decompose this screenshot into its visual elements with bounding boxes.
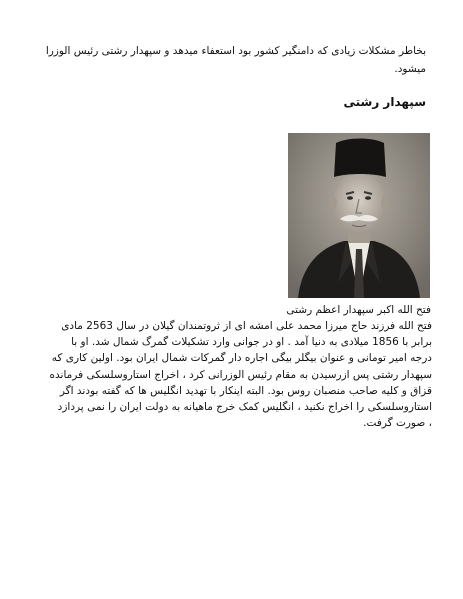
biography-line: فتح الله فرزند حاج میرزا محمد علی امشه ای از ثروتمندان گیلان در سال 2563 مادی [61, 320, 432, 332]
biography-line: سپهدار رشتی پس ازرسیدن به مقام رئیس الوزرانی کرد ، اخراج استاروسلسکی فرمانده [49, 368, 432, 381]
portrait-caption: فتح الله اکبر سپهدار اعظم رشتی [286, 304, 431, 316]
biography-line: استاروسلسکی را اخراج نکنید ، انگلیس کمک خرج ماهیانه به دولت ایران را نمی پردازد [57, 401, 432, 414]
biography-paragraph [30, 318, 432, 431]
biography-line: ، صورت گرفت. [363, 417, 432, 430]
intro-line-2: میشود. [394, 63, 426, 75]
portrait-photo [288, 133, 430, 298]
section-heading: سپهدار رشتی [343, 95, 426, 109]
biography-line: قزاق و کلیه صاحب منصبان روس بود. البته اینکار با تهدید انگلیس ها که گفته بودند اگر [59, 384, 432, 397]
biography-line: درجه امیر تومانی و عنوان بیگلر بیگی اجاره دار گمرکات شمال ایران بود. اولین کاری که [51, 352, 432, 365]
biography-line: برابر با 1856 میلادی به دنیا آمد . او در جوانی وارد تشکیلات گمرگ شمال شد. او با [71, 336, 432, 349]
portrait-image [288, 133, 430, 298]
intro-line-1: بخاطر مشکلات زیادی که دامنگیر کشور بود استعفاء میدهد و سپهدار رشتی رئیس الوزرا [45, 45, 426, 57]
intro-paragraph [30, 42, 426, 78]
